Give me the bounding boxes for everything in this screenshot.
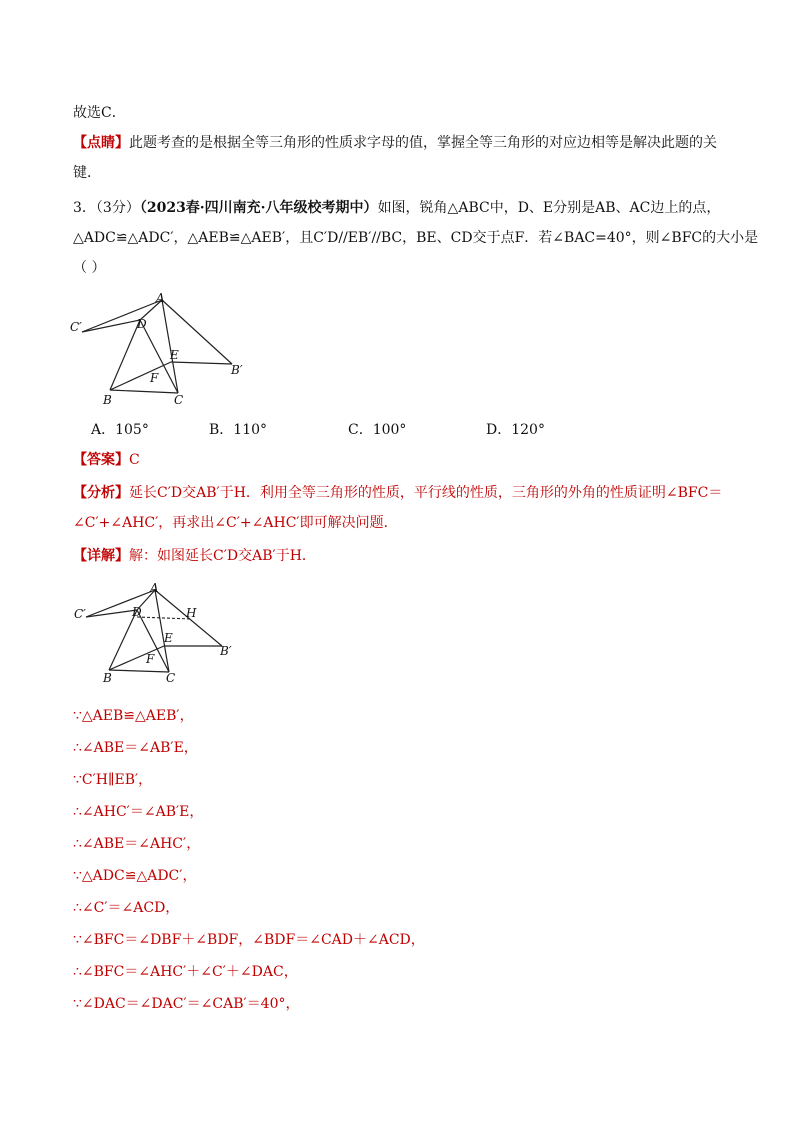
fig1-label-E: E — [170, 348, 179, 362]
analysis-line-2: ∠C′+∠AHC′，再求出∠C′+∠AHC′即可解决问题． — [73, 515, 398, 531]
fig2-label-B: B — [103, 671, 112, 685]
geometry-figure-2 — [70, 580, 245, 688]
detail-label: 【详解】 — [73, 548, 129, 564]
detail-line — [73, 546, 316, 566]
option-c: C．100° — [348, 422, 407, 438]
answer-line — [73, 450, 140, 470]
geometry-figure-1 — [66, 288, 256, 408]
tip-text: 此题考查的是根据全等三角形的性质求字母的值，掌握全等三角形的对应边相等是解决此题的关 — [129, 135, 717, 151]
analysis-label: 【分析】 — [73, 485, 129, 501]
question-text-1: 如图，锐角△ABC中，D、E分别是AB、AC边上的点， — [377, 200, 721, 216]
tip-text-cont: 键． — [73, 165, 101, 181]
fig2-label-B-prime: B′ — [220, 644, 232, 658]
step-1: ∵△AEB≌△AEB′， — [73, 708, 194, 724]
option-d: D．120° — [486, 422, 545, 438]
option-b: B．110° — [209, 422, 268, 438]
option-a: A．105° — [91, 422, 149, 438]
fig2-label-F: F — [146, 652, 155, 666]
question-line-3: （ ） — [73, 260, 106, 276]
detail-intro: 解：如图延长C′D交AB′于H． — [129, 548, 316, 564]
question-line-2: △ADC≌△ADC′，△AEB≌△AEB′，且C′D//EB′//BC，BE、CD交于点F．若∠BAC=40°，则∠BFC的大小是 — [73, 230, 759, 246]
answer-label: 【答案】 — [73, 452, 129, 468]
fig2-label-C: C — [166, 671, 176, 685]
fig2-label-E: E — [164, 631, 173, 645]
fig1-label-B-prime: B′ — [231, 363, 243, 377]
conclusion-line: 故选C． — [73, 105, 126, 121]
fig1-label-C-prime: C′ — [70, 320, 82, 334]
fig2-label-D: D — [132, 605, 142, 619]
question-source: （2023春·四川南充·八年级校考期中） — [139, 200, 378, 216]
step-9: ∴∠BFC＝∠AHC′＋∠C′＋∠DAC， — [73, 964, 298, 980]
analysis-line-1 — [73, 483, 722, 503]
step-4: ∴∠AHC′＝∠AB′E， — [73, 804, 204, 820]
fig1-label-C: C — [174, 393, 184, 407]
answer-value: C — [129, 452, 140, 468]
step-5: ∴∠ABE＝∠AHC′， — [73, 836, 201, 852]
step-3: ∵C′H∥EB′， — [73, 772, 153, 788]
question-line-1 — [73, 198, 720, 218]
step-6: ∵△ADC≌△ADC′， — [73, 868, 197, 884]
fig1-label-A: A — [156, 291, 165, 305]
question-score: （3分） — [95, 200, 140, 216]
question-number: 3． — [73, 200, 96, 216]
fig2-label-C-prime: C′ — [74, 607, 86, 621]
tip-line — [73, 133, 717, 153]
fig1-label-D: D — [137, 317, 147, 331]
step-10: ∵∠DAC＝∠DAC′＝∠CAB′＝40°， — [73, 996, 300, 1012]
step-8: ∵∠BFC＝∠DBF＋∠BDF，∠BDF＝∠CAD＋∠ACD， — [73, 932, 425, 948]
step-2: ∴∠ABE＝∠AB′E， — [73, 740, 198, 756]
fig2-label-H: H — [186, 606, 197, 620]
tip-label: 【点睛】 — [73, 135, 129, 151]
analysis-text-1: 延长C′D交AB′于H．利用全等三角形的性质，平行线的性质，三角形的外角的性质证明∠BFC＝ — [129, 485, 723, 501]
fig1-label-B: B — [103, 393, 112, 407]
step-7: ∴∠C′＝∠ACD， — [73, 900, 180, 916]
fig1-label-F: F — [150, 371, 159, 385]
fig2-label-A: A — [150, 581, 159, 595]
